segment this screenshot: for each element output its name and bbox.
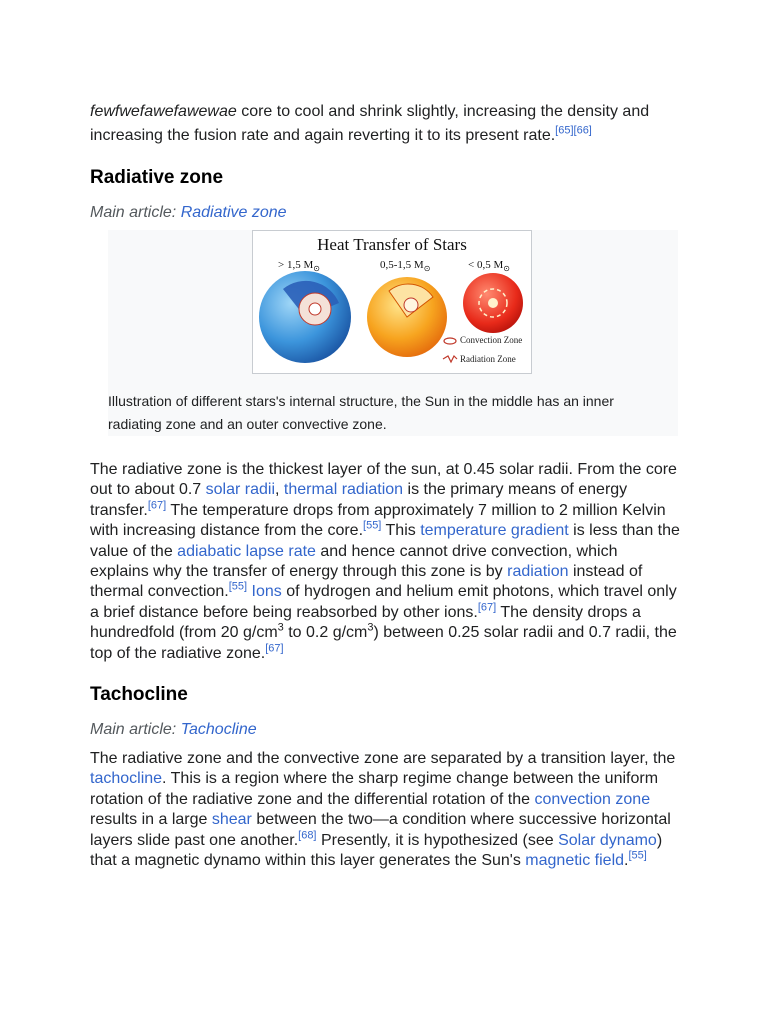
heading-radiative-zone: Radiative zone — [90, 167, 224, 188]
heat-transfer-image[interactable] — [252, 230, 532, 374]
link-radiative-zone[interactable]: Radiative zone — [180, 204, 287, 221]
intro-lead: fewfwefawefawewae — [90, 103, 237, 120]
link-solar-dynamo[interactable]: Solar dynamo — [558, 831, 657, 849]
ref-66[interactable]: [66] — [573, 124, 592, 137]
intro-paragraph: fewfwefawefawewae core to cool and shrink slightly, increasing the density and increasing the fusion rate and again reverting it to its present rate.[65][66] — [90, 103, 650, 144]
radiative-paragraph: The radiative zone is the thickest layer of the sun, at 0.45 solar radii. From the core out to about 0.7 solar radii, thermal radiation is the primary means of energy transfer.[67] The temperature drops from approximately 7 million to 2 million Kelvin with increasing distance from the core.[55] This temperature gradient is less than the value of the adiabatic lapse rate and hence cannot drive convection, which explains why the transfer of energy through this zone is by radiation instead of thermal convection.[55] Ions of hydrogen and helium emit photons, which travel only a brief distance before being reabsorbed by other ions.[67] The density drops a hundredfold (from 20 $g/cm^3$ to 0.2 $g/cm^3$) between 0.25 solar radii and 0.7 radii, the top of the radiative zone.[67] — [90, 461, 680, 662]
ref-55[interactable]: [55] — [228, 581, 248, 594]
stars-illustration — [253, 231, 531, 373]
article-content — [90, 100, 680, 872]
ref-67[interactable]: [67] — [265, 642, 284, 655]
label-medium-star: 0,5-1,5 $M_⊙$ — [380, 259, 431, 273]
convection-legend-icon — [444, 338, 456, 344]
hatnote-radiative: Main article: Radiative zone — [90, 204, 287, 221]
link-convection-zone[interactable]: convection zone — [534, 790, 651, 808]
ref-55[interactable]: [55] — [363, 519, 382, 532]
link-thermal-radiation[interactable]: thermal radiation — [283, 481, 404, 499]
link-solar-radii[interactable]: solar radii — [205, 481, 276, 499]
link-temperature-gradient[interactable]: temperature gradient — [420, 522, 569, 540]
legend-convection: Convection Zone — [460, 335, 523, 345]
tachocline-paragraph: The radiative zone and the convective zone are separated by a transition layer, the tachocline. This is a region where the sharp regime change between the uniform rotation of the radiative zone and the differential rotation of the convection zone results in a large shear between the two—a condition where successive horizontal layers slide past one another.[68] Presently, it is hypothesized (see Solar dynamo) that a magnetic dynamo within this layer generates the Sun's magnetic field.[55] — [90, 750, 676, 870]
legend-radiation: Radiation Zone — [460, 354, 516, 364]
ref-68[interactable]: [68] — [298, 829, 317, 842]
ref-65[interactable]: [65] — [555, 124, 574, 137]
heading-tachocline: Tachocline — [90, 684, 188, 706]
radiation-legend-icon — [443, 356, 457, 362]
link-ions[interactable]: Ions — [251, 583, 282, 601]
ref-67[interactable]: [67] — [147, 499, 167, 512]
link-tachocline[interactable]: tachocline — [90, 770, 163, 788]
link-tachocline-article[interactable]: Tachocline — [180, 721, 257, 739]
link-radiation[interactable]: radiation — [507, 563, 569, 581]
label-large-star: > 1,5 $M_⊙$ — [278, 259, 320, 273]
figure-title: Heat Transfer of Stars — [317, 235, 467, 254]
link-adiabatic-lapse-rate[interactable]: adiabatic lapse rate — [177, 542, 316, 560]
ref-67[interactable]: [67] — [477, 601, 497, 614]
label-small-star: < 0,5 $M_⊙$ — [468, 259, 510, 273]
hatnote-tachocline: Main article: Tachocline — [90, 721, 257, 739]
figure-heat-transfer — [108, 230, 678, 436]
figure-caption: Illustration of different stars's internal structure, the Sun in the middle has an inner radiating zone and an outer convective zone. — [108, 393, 614, 432]
link-shear[interactable]: shear — [211, 811, 252, 829]
ref-55[interactable]: [55] — [628, 849, 647, 862]
link-magnetic-field[interactable]: magnetic field — [525, 852, 625, 870]
